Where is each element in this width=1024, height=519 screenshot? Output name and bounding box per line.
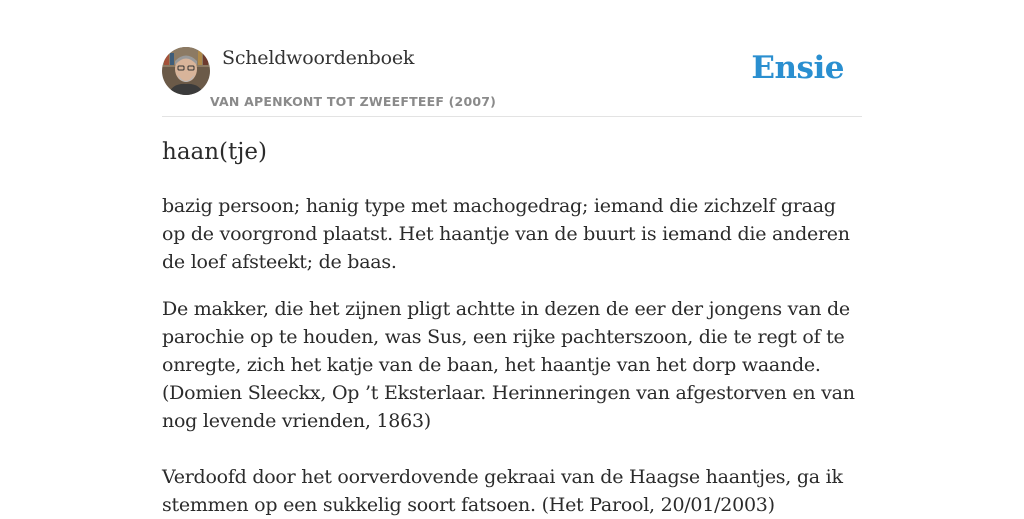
entry-term: haan(tje)	[162, 139, 267, 165]
entry-quote: De makker, die het zijnen pligt achtte in dezen de eer der jongens van de parochie op te houden, was Sus, een rijke pachterszoon, die te regt of te onregte, zich het katje van de baan, het haantje van het dorp waande. (Domien Sleeckx, Op ’t Eksterlaar. Herinneringen van afgestorven en van nog levende vrienden, 1863)	[162, 298, 855, 432]
book-subtitle: VAN APENKONT TOT ZWEEFTEEF (2007)	[210, 94, 497, 109]
author-avatar[interactable]	[162, 47, 210, 95]
entry-definition: bazig persoon; hanig type met machogedrag; iemand die zichzelf graag op de voorgrond plaatst. Het haantje van de buurt is iemand die anderen de loef afsteekt; de baas.	[162, 195, 850, 273]
author-avatar-image	[162, 47, 210, 95]
ensie-logo[interactable]: Ensie	[751, 50, 844, 86]
entry-quote: Verdoofd door het oorverdovende gekraai van de Haagse haantjes, ga ik stemmen op een sukkelig soort fatsoen. (Het Parool, 20/01/2003)	[162, 466, 843, 516]
book-title[interactable]: Scheldwoordenboek	[222, 47, 415, 69]
page-header	[162, 44, 862, 117]
